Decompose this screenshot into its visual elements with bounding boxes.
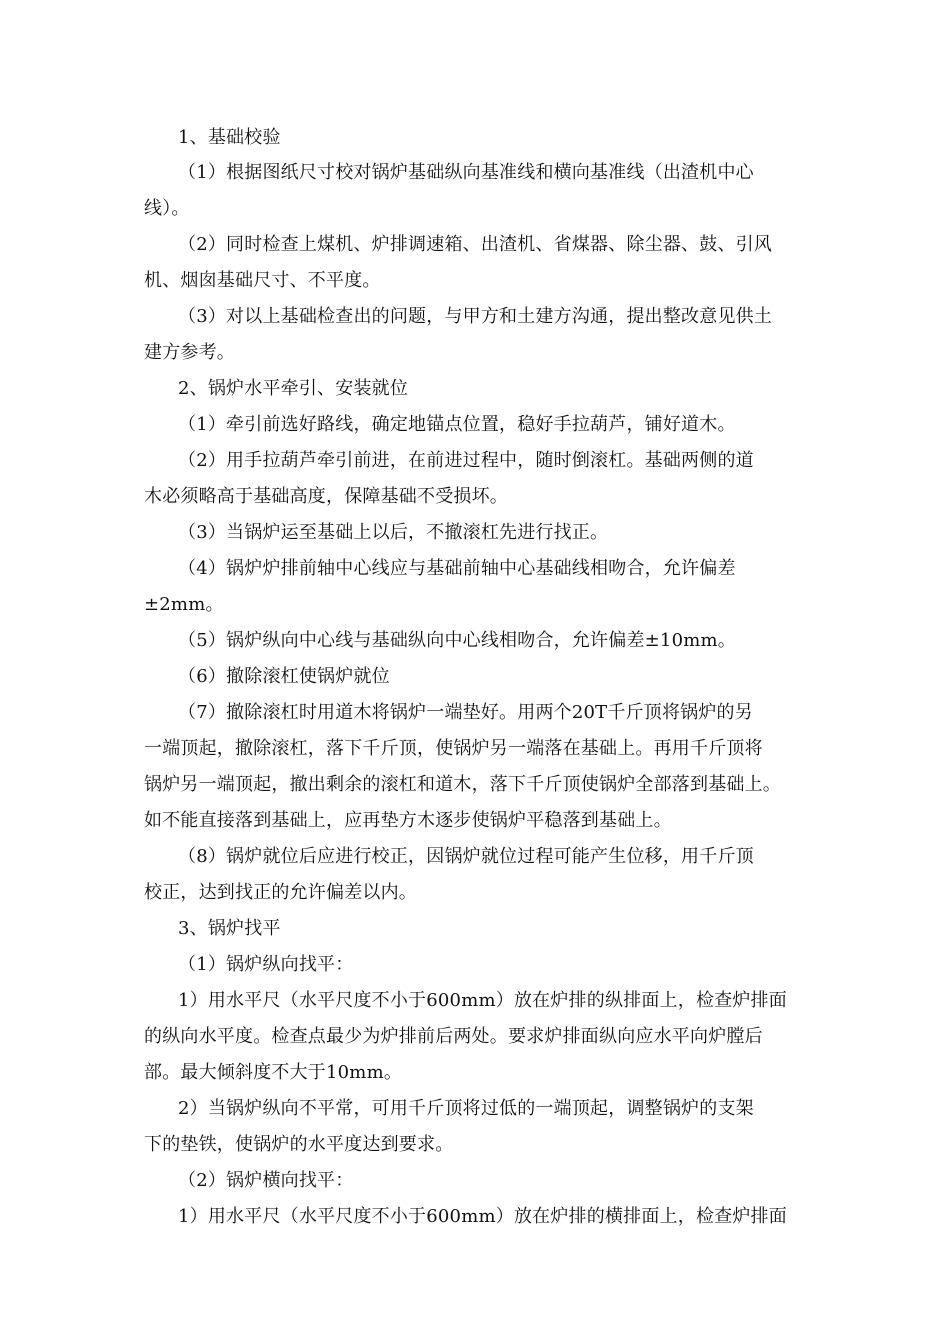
paragraph-2-2-line-2: 木必须略高于基础高度，保障基础不受损坏。 xyxy=(144,486,508,507)
paragraph-1-3-line-2: 建方参考。 xyxy=(144,342,235,363)
paragraph-2-7-line-3: 锅炉另一端顶起，撤出剩余的滚杠和道木，落下千斤顶使锅炉全部落到基础上。 xyxy=(144,774,781,795)
paragraph-3-1-1-line-3: 部。最大倾斜度不大于10mm。 xyxy=(144,1062,403,1083)
paragraph-1-1-line-2: 线）。 xyxy=(144,198,190,219)
paragraph-2-5: （5）锅炉纵向中心线与基础纵向中心线相吻合，允许偏差±10mm。 xyxy=(178,630,736,651)
paragraph-2-7-line-2: 一端顶起，撤除滚杠，落下千斤顶，使锅炉另一端落在基础上。再用千斤顶将 xyxy=(144,738,763,759)
paragraph-1-2-line-1: （2）同时检查上煤机、炉排调速箱、出渣机、省煤器、除尘器、鼓、引风 xyxy=(178,234,773,255)
paragraph-3-2: （2）锅炉横向找平： xyxy=(178,1170,354,1191)
paragraph-1-2-line-2: 机、烟囱基础尺寸、不平度。 xyxy=(144,270,381,291)
paragraph-2-4-line-1: （4）锅炉炉排前轴中心线应与基础前轴中心基础线相吻合，允许偏差 xyxy=(178,558,736,579)
paragraph-2-6: （6）撤除滚杠使锅炉就位 xyxy=(178,666,390,687)
paragraph-2-3: （3）当锅炉运至基础上以后，不撤滚杠先进行找正。 xyxy=(178,522,609,543)
paragraph-2-8-line-1: （8）锅炉就位后应进行校正，因锅炉就位过程可能产生位移，用千斤顶 xyxy=(178,846,754,867)
paragraph-3-1-2-line-1: 2）当锅炉纵向不平常，可用千斤顶将过低的一端顶起，调整锅炉的支架 xyxy=(178,1098,754,1119)
section-heading-2: 2、锅炉水平牵引、安装就位 xyxy=(178,378,409,399)
paragraph-3-1-1-line-2: 的纵向水平度。检查点最少为炉排前后两处。要求炉排面纵向应水平向炉膛后 xyxy=(144,1026,763,1047)
paragraph-3-1: （1）锅炉纵向找平： xyxy=(178,954,354,975)
paragraph-2-1: （1）牵引前选好路线，确定地锚点位置，稳好手拉葫芦，铺好道木。 xyxy=(178,414,736,435)
section-heading-3: 3、锅炉找平 xyxy=(178,918,281,939)
paragraph-3-2-1-line-1: 1）用水平尺（水平尺度不小于600mm）放在炉排的横排面上，检查炉排面 xyxy=(178,1206,787,1227)
paragraph-2-2-line-1: （2）用手拉葫芦牵引前进，在前进过程中，随时倒滚杠。基础两侧的道 xyxy=(178,450,754,471)
paragraph-3-1-2-line-2: 下的垫铁，使锅炉的水平度达到要求。 xyxy=(144,1134,454,1155)
paragraph-2-7-line-4: 如不能直接落到基础上，应再垫方木逐步使锅炉平稳落到基础上。 xyxy=(144,810,672,831)
paragraph-2-4-line-2: ±2mm。 xyxy=(144,594,224,615)
paragraph-1-3-line-1: （3）对以上基础检查出的问题，与甲方和土建方沟通，提出整改意见供土 xyxy=(178,306,773,327)
section-heading-1: 1、基础校验 xyxy=(178,127,281,148)
paragraph-2-7-line-1: （7）撤除滚杠时用道木将锅炉一端垫好。用两个20T千斤顶将锅炉的另 xyxy=(178,702,753,723)
paragraph-2-8-line-2: 校正，达到找正的允许偏差以内。 xyxy=(144,882,417,903)
paragraph-3-1-1-line-1: 1）用水平尺（水平尺度不小于600mm）放在炉排的纵排面上，检查炉排面 xyxy=(178,990,787,1011)
paragraph-1-1-line-1: （1）根据图纸尺寸校对锅炉基础纵向基准线和横向基准线（出渣机中心 xyxy=(178,162,754,183)
